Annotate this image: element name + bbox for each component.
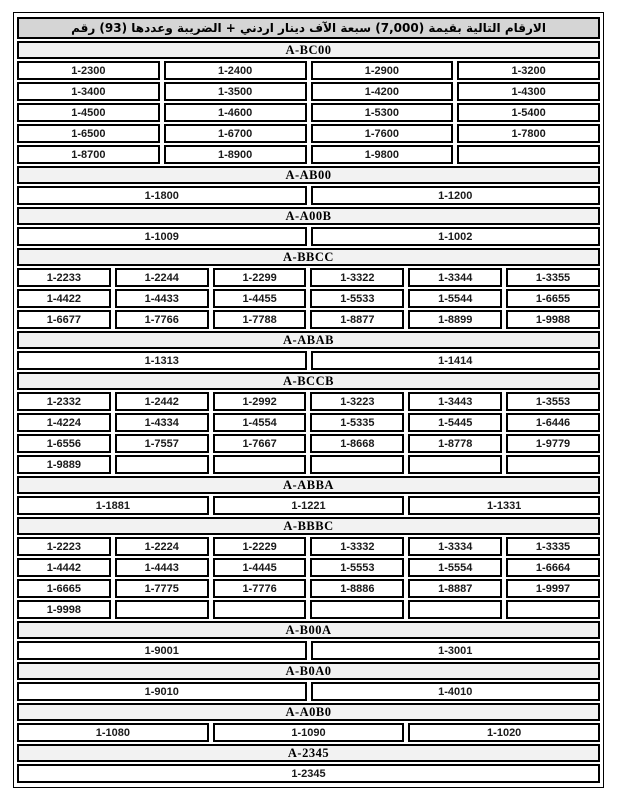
number-cell: 1-4442: [17, 558, 111, 577]
number-cell: 1-3335: [506, 537, 600, 556]
number-cell: 1-2223: [17, 537, 111, 556]
empty-cell: [115, 455, 209, 474]
table-row: [17, 434, 600, 453]
table-row: [17, 764, 600, 783]
number-cell: 1-3200: [457, 61, 600, 80]
number-cell: 1-5400: [457, 103, 600, 122]
empty-cell: [213, 600, 307, 619]
table-row: [17, 82, 600, 101]
number-cell: 1-1002: [311, 227, 601, 246]
section-header: A-BBCC: [17, 248, 600, 266]
number-cell: 1-5300: [311, 103, 454, 122]
number-cell: 1-4433: [115, 289, 209, 308]
number-cell: 1-4010: [311, 682, 601, 701]
number-cell: 1-1090: [213, 723, 405, 742]
number-cell: 1-1881: [17, 496, 209, 515]
number-cell: 1-2345: [17, 764, 600, 783]
empty-cell: [310, 455, 404, 474]
number-cell: 1-3553: [506, 392, 600, 411]
table-row: [17, 723, 600, 742]
section-header: A-ABAB: [17, 331, 600, 349]
table-row: [17, 392, 600, 411]
number-cell: 1-7776: [213, 579, 307, 598]
number-cell: 1-4600: [164, 103, 307, 122]
number-cell: 1-6500: [17, 124, 160, 143]
number-cell: 1-9997: [506, 579, 600, 598]
number-cell: 1-5553: [310, 558, 404, 577]
number-cell: 1-7788: [213, 310, 307, 329]
number-cell: 1-2300: [17, 61, 160, 80]
empty-cell: [408, 600, 502, 619]
number-cell: 1-5533: [310, 289, 404, 308]
number-cell: 1-3322: [310, 268, 404, 287]
number-cell: 1-3223: [310, 392, 404, 411]
section-header: A-AB00: [17, 166, 600, 184]
section-header: A-2345: [17, 744, 600, 762]
empty-cell: [457, 145, 600, 164]
table-row: [17, 579, 600, 598]
number-cell: 1-4422: [17, 289, 111, 308]
number-cell: 1-6655: [506, 289, 600, 308]
number-cell: 1-6677: [17, 310, 111, 329]
empty-cell: [408, 455, 502, 474]
number-cell: 1-4445: [213, 558, 307, 577]
number-cell: 1-1221: [213, 496, 405, 515]
number-cell: 1-5544: [408, 289, 502, 308]
section-header: A-A0B0: [17, 703, 600, 721]
number-cell: 1-1331: [408, 496, 600, 515]
number-cell: 1-8700: [17, 145, 160, 164]
table-row: [17, 455, 600, 474]
number-cell: 1-1313: [17, 351, 307, 370]
number-cell: 1-8886: [310, 579, 404, 598]
number-cell: 1-3344: [408, 268, 502, 287]
number-cell: 1-4300: [457, 82, 600, 101]
section-header: A-BC00: [17, 41, 600, 59]
number-cell: 1-4334: [115, 413, 209, 432]
number-cell: 1-7557: [115, 434, 209, 453]
number-cell: 1-5554: [408, 558, 502, 577]
number-cell: 1-7600: [311, 124, 454, 143]
number-cell: 1-4443: [115, 558, 209, 577]
table-row: [17, 641, 600, 660]
number-cell: 1-1080: [17, 723, 209, 742]
number-cell: 1-8887: [408, 579, 502, 598]
number-cell: 1-1200: [311, 186, 601, 205]
number-cell: 1-4455: [213, 289, 307, 308]
table-row: [17, 124, 600, 143]
section-header: A-B00A: [17, 621, 600, 639]
number-cell: 1-6700: [164, 124, 307, 143]
number-cell: 1-2229: [213, 537, 307, 556]
number-cell: 1-1020: [408, 723, 600, 742]
number-cell: 1-3332: [310, 537, 404, 556]
empty-cell: [213, 455, 307, 474]
number-cell: 1-9988: [506, 310, 600, 329]
number-cell: 1-8899: [408, 310, 502, 329]
number-cell: 1-3500: [164, 82, 307, 101]
number-cell: 1-2332: [17, 392, 111, 411]
number-cell: 1-6556: [17, 434, 111, 453]
number-cell: 1-5335: [310, 413, 404, 432]
number-cell: 1-3001: [311, 641, 601, 660]
table-row: [17, 268, 600, 287]
empty-cell: [506, 455, 600, 474]
number-cell: 1-2224: [115, 537, 209, 556]
section-header: A-A00B: [17, 207, 600, 225]
section-header: A-ABBA: [17, 476, 600, 494]
number-cell: 1-9001: [17, 641, 307, 660]
number-cell: 1-9889: [17, 455, 111, 474]
number-cell: 1-7775: [115, 579, 209, 598]
number-cell: 1-6665: [17, 579, 111, 598]
number-cell: 1-2992: [213, 392, 307, 411]
table-row: [17, 227, 600, 246]
sections-container: [17, 41, 600, 783]
empty-cell: [115, 600, 209, 619]
number-cell: 1-3400: [17, 82, 160, 101]
table-row: [17, 413, 600, 432]
table-row: [17, 289, 600, 308]
table-row: [17, 145, 600, 164]
section-header: A-BCCB: [17, 372, 600, 390]
document-title: الارقام التالية بقيمة (7,000) سبعة الآف دينار اردني + الضريبة وعددها (93) رقم: [17, 17, 600, 39]
number-cell: 1-3355: [506, 268, 600, 287]
number-cell: 1-9779: [506, 434, 600, 453]
section-header: A-B0A0: [17, 662, 600, 680]
table-row: [17, 186, 600, 205]
table-row: [17, 103, 600, 122]
number-cell: 1-9010: [17, 682, 307, 701]
empty-cell: [310, 600, 404, 619]
table-row: [17, 61, 600, 80]
number-cell: 1-6664: [506, 558, 600, 577]
number-cell: 1-2244: [115, 268, 209, 287]
page-border-frame: [13, 12, 604, 788]
number-cell: 1-1009: [17, 227, 307, 246]
number-cell: 1-2400: [164, 61, 307, 80]
number-cell: 1-2900: [311, 61, 454, 80]
number-cell: 1-2442: [115, 392, 209, 411]
number-cell: 1-1414: [311, 351, 601, 370]
number-cell: 1-8900: [164, 145, 307, 164]
table-row: [17, 682, 600, 701]
number-cell: 1-7766: [115, 310, 209, 329]
empty-cell: [506, 600, 600, 619]
number-cell: 1-3443: [408, 392, 502, 411]
table-row: [17, 558, 600, 577]
table-row: [17, 496, 600, 515]
number-cell: 1-4200: [311, 82, 454, 101]
number-cell: 1-4500: [17, 103, 160, 122]
number-cell: 1-5445: [408, 413, 502, 432]
number-cell: 1-3334: [408, 537, 502, 556]
number-cell: 1-8778: [408, 434, 502, 453]
number-cell: 1-8668: [310, 434, 404, 453]
table-row: [17, 351, 600, 370]
table-row: [17, 537, 600, 556]
number-cell: 1-4224: [17, 413, 111, 432]
number-cell: 1-6446: [506, 413, 600, 432]
table-row: [17, 600, 600, 619]
number-cell: 1-8877: [310, 310, 404, 329]
number-cell: 1-7800: [457, 124, 600, 143]
number-cell: 1-7667: [213, 434, 307, 453]
table-row: [17, 310, 600, 329]
number-cell: 1-2233: [17, 268, 111, 287]
number-cell: 1-1800: [17, 186, 307, 205]
number-cell: 1-9800: [311, 145, 454, 164]
number-cell: 1-4554: [213, 413, 307, 432]
number-cell: 1-9998: [17, 600, 111, 619]
section-header: A-BBBC: [17, 517, 600, 535]
number-cell: 1-2299: [213, 268, 307, 287]
